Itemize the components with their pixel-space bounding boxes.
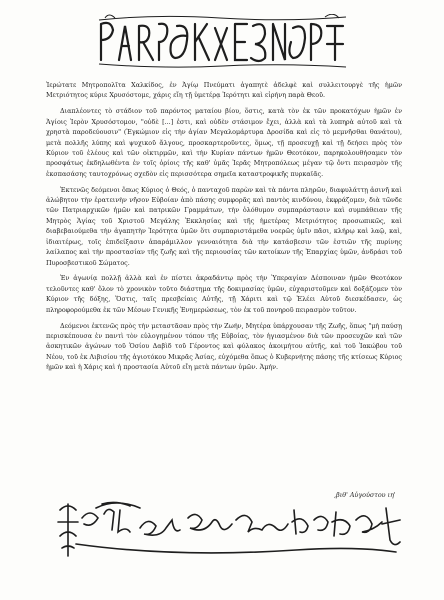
letter-paragraph: Ἐκτενῶς δεόμενοι ὅπως Κύριος ὁ Θεός, ὁ πανταχοῦ παρὼν καὶ τὰ πάντα πληρῶν, διαφυλάττῃ ἀσινῆ καὶ ἀλώβητον τὴν ἐρατεινὴν νῆσον Εὐβοίαν ἀπὸ πάσης συμφορᾶς καὶ παντὸς κινδύνου, ἐκφράζομεν, διὰ τῶνδε τῶν Πατριαρχικῶν ἡμῶν καὶ πατρικῶν Γραμμάτων, τὴν ὁλόθυμον συμπαράστασιν καὶ συμπάθειαν τῆς Μητρὸς Ἁγίας τοῦ Χριστοῦ Μεγάλης Ἐκκλησίας καὶ τῆς ἡμετέρας Μετριότητος προσωπικῶς, καὶ διαβεβαιούμεθα τὴν ἀγαπητὴν Ἱερότητα ὑμῶν ὅτι συμπαριστάμεθα νοερῶς ὑμῖν πᾶσι, κλήρῳ καὶ λαῷ, καὶ, ἰδιαιτέρως, τοῖς ἐπιδείξασιν ἀπαράμιλλον γενναιότητα διὰ τὴν κατάσβεσιν τῶν ἑστιῶν τῆς πυρίνης λαίλαπος καὶ τὴν προστασίαν τῆς ζωῆς καὶ τῆς περιουσίας τῶν κατοίκων τῆς Ἐπαρχίας ὑμῶν, ἀνδράσι τοῦ Πυροσβεστικοῦ Σώματος. xyxy=(46,185,402,267)
header-ornament xyxy=(95,14,350,70)
letter-paragraph: Διαπλέοντες τὸ στάδιον τοῦ παρόντος ματαίου βίου, ὅστις, κατὰ τὸν ἐκ τῶν προκατόχων ἡμῶν ἐν Ἁγίοις Ἱερὸν Χρυσόστομον, "οὐδὲ [...] ἐστι, καὶ οὐδὲν στάσιμον ἔχει, ἀλλὰ καὶ τὰ λυπηρὰ αὐτοῦ καὶ τὰ χρηστὰ παροδεύουσιν" (Ἐγκώμιον εἰς τὴν ἁγίαν Μεγαλομάρτυρα Δροσίδα καὶ εἰς τὸ μεμνῆσθαι θανάτου), μετὰ πολλῆς λύπης καὶ ψυχικοῦ ἄλγους, προσκαρτεροῦντες, ὅμως, τῇ προσευχῇ καὶ τῇ δεήσει πρὸς τὸν Κύριον τοῦ ἐλέους καὶ τῶν οἰκτιρμῶν, καὶ τὴν Κυρίαν πάντων ἡμῶν Θεοτόκον, παρηκολουθήσαμεν τὸν προσφάτως ἐκδηλωθέντα ἐν τοῖς ὁρίοις τῆς καθ' ὑμᾶς Ἱερᾶς Μητροπόλεως μέγαν τῷ ὄντι πειρασμὸν τῆς ἐκσπασάσης ταυτοχρόνως σχεδὸν εἰς περισσότερα σημεῖα καταστροφικῆς πυρκαϊᾶς. xyxy=(46,107,402,178)
letter-greeting: Ἱερώτατε Μητροπολῖτα Χαλκίδος, ἐν Ἁγίῳ Πνεύματι ἀγαπητὲ ἀδελφὲ καὶ συλλειτουργὲ τῆς ἡμῶν Μετριότητος κύριε Χρυσόστομε, χάρις εἴη τῇ ὑμετέρᾳ Ἱερότητι καὶ εἰρήνη παρὰ Θεοῦ. xyxy=(46,81,402,100)
letter-paragraph: Δεόμενοι ἐκτενῶς πρὸς τὴν μεταστᾶσαν πρὸς τὴν Ζωήν, Μητέρα ὑπάρχουσαν τῆς Ζωῆς, ὅπως "μὴ παύσῃ περισκέπουσα ἐν παντὶ τὸν εὐλογημένον τόπον τῆς Εὐβοίας, τὸν ἡγιασμένον διὰ τῶν προσευχῶν καὶ τῶν ἀσκητικῶν ἀγώνων τοῦ Ὁσίου Δαβὶδ τοῦ Γέροντος καὶ φύλακος ἀκοιμήτου αὐτῆς, καὶ τοῦ Ἰακώβου τοῦ Νέου, τοῦ ἐκ Λιβισίου τῆς ἁγιοτόκου Μικρᾶς Ἀσίας, εὐχόμεθα ὅπως ὁ Κυβερνήτης πάσης τῆς κτίσεως Κύριος ἡμῶν καὶ ἡ Χάρις καὶ ἡ προστασία Αὐτοῦ εἴη μετὰ πάντων ὑμῶν. Ἀμήν. xyxy=(46,321,402,372)
letter-paragraph: Ἐν ἀγωνίᾳ πολλῇ ἀλλὰ καὶ ἐν πίστει ἀκραδάντῳ πρὸς τὴν Ὑπεραγίαν Δέσποιναν ἡμῶν Θεοτόκον τελοῦντες καθ' ὅλον τὸ χρονικὸν τοῦτο διάστημα τῆς δοκιμασίας ὑμῶν, εὐχαριστοῦμεν καὶ δοξάζομεν τὸν Κύριον τῆς δόξης, Ὅστις, ταῖς πρεσβείαις Αὐτῆς, τῇ Χάριτι καὶ τῷ Ἐλέει Αὐτοῦ διεσκέδασεν, ὡς πληροφορούμεθα ἐκ τῶν Μέσων Γενικῆς Ἐνημερώσεως, τὸν ἐκ τοῦ πονηροῦ πειρασμὸν τοῦτον. xyxy=(46,274,402,314)
letter-body xyxy=(46,80,402,378)
handwritten-signature xyxy=(56,500,406,562)
letter-date: ,βιθ' Αὐγούστου ιη' xyxy=(334,491,396,499)
